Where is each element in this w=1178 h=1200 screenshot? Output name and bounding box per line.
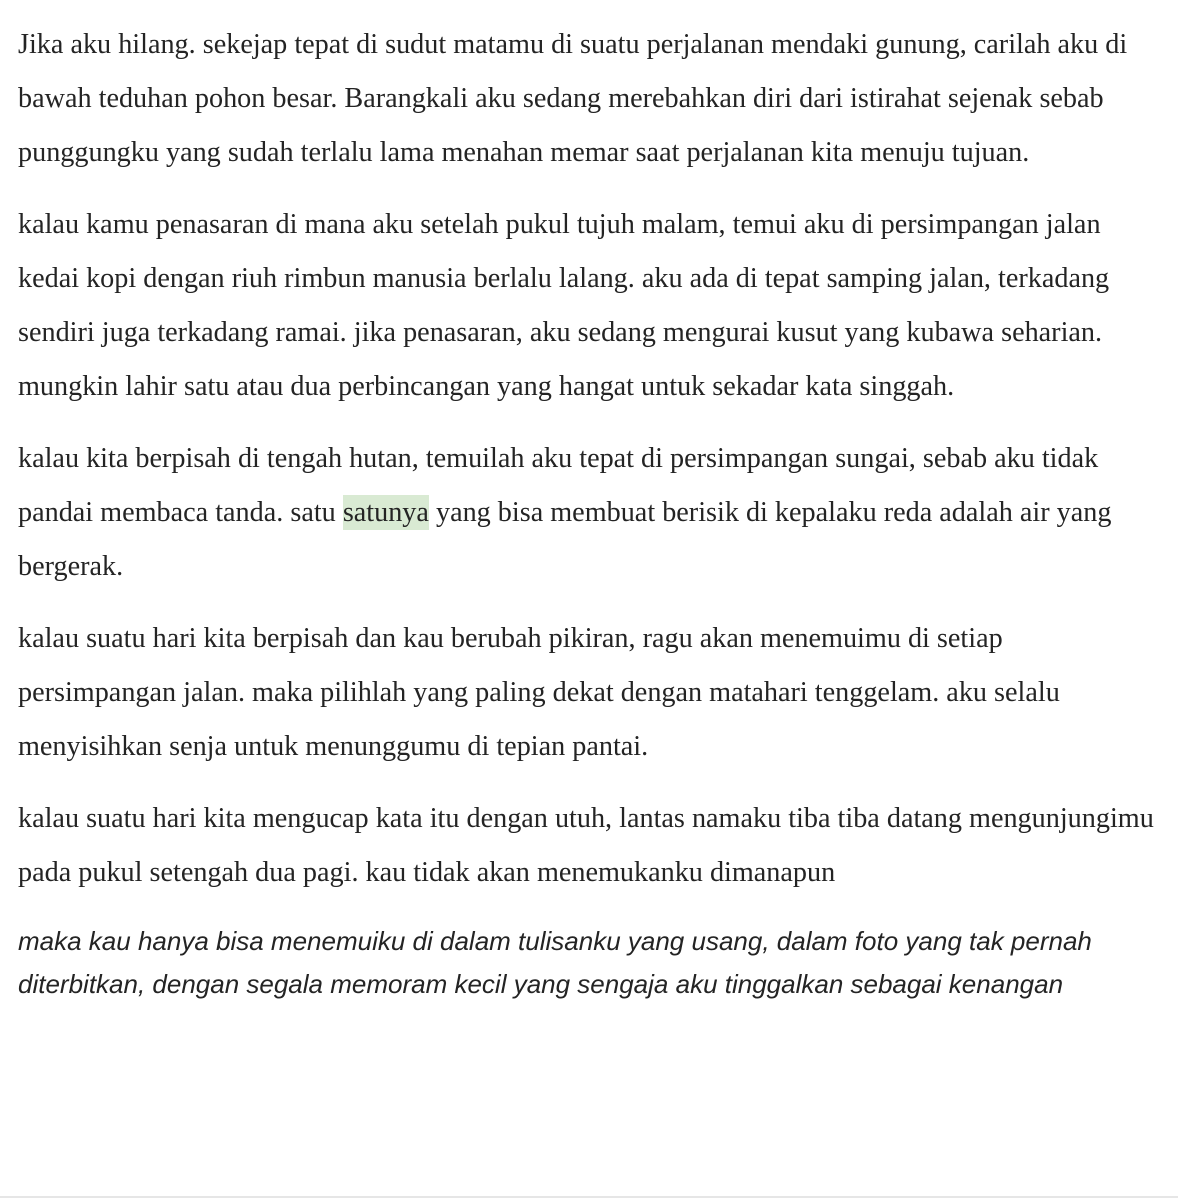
paragraph-3-text-after: yang bisa membuat berisik di kepalaku reda adalah air yang bergerak. xyxy=(18,497,1112,582)
paragraph-5: kalau suatu hari kita mengucap kata itu dengan utuh, lantas namaku tiba tiba datang mengunjungimu pada pukul setengah dua pagi. kau tidak akan menemukanku dimanapun xyxy=(18,803,1154,888)
paragraph-1: Jika aku hilang. sekejap tepat di sudut matamu di suatu perjalanan mendaki gunung, carilah aku di bawah teduhan pohon besar. Barangkali aku sedang merebahkan diri dari istirahat sejenak sebab punggungku yang sudah terlalu lama menahan memar saat perjalanan kita menuju tujuan. xyxy=(18,29,1128,168)
closing-quote: maka kau hanya bisa menemuiku di dalam tulisanku yang usang, dalam foto yang tak pernah diterbitkan, dengan segala memoram kecil yang sengaja aku tinggalkan sebagai kenangan xyxy=(18,926,1092,999)
paragraph-3 xyxy=(18,432,1160,594)
highlighted-word[interactable]: satunya xyxy=(342,497,429,528)
paragraph-2: kalau kamu penasaran di mana aku setelah pukul tujuh malam, temui aku di persimpangan jalan kedai kopi dengan riuh rimbun manusia berlalu lalang. aku ada di tepat samping jalan, terkadang sendiri juga terkadang ramai. jika penasaran, aku sedang mengurai kusut yang kubawa seharian. mungkin lahir satu atau dua perbincangan yang hangat untuk sekadar kata singgah. xyxy=(18,209,1110,402)
paragraph-3-text-before: kalau kita berpisah di tengah hutan, temuilah aku tepat di persimpangan sungai, sebab aku tidak pandai membaca tanda. satu xyxy=(18,443,1099,528)
bottom-divider xyxy=(0,1196,1178,1198)
paragraph-4: kalau suatu hari kita berpisah dan kau berubah pikiran, ragu akan menemuimu di setiap persimpangan jalan. maka pilihlah yang paling dekat dengan matahari tenggelam. aku selalu menyisihkan senja untuk menunggumu di tepian pantai. xyxy=(18,623,1060,762)
